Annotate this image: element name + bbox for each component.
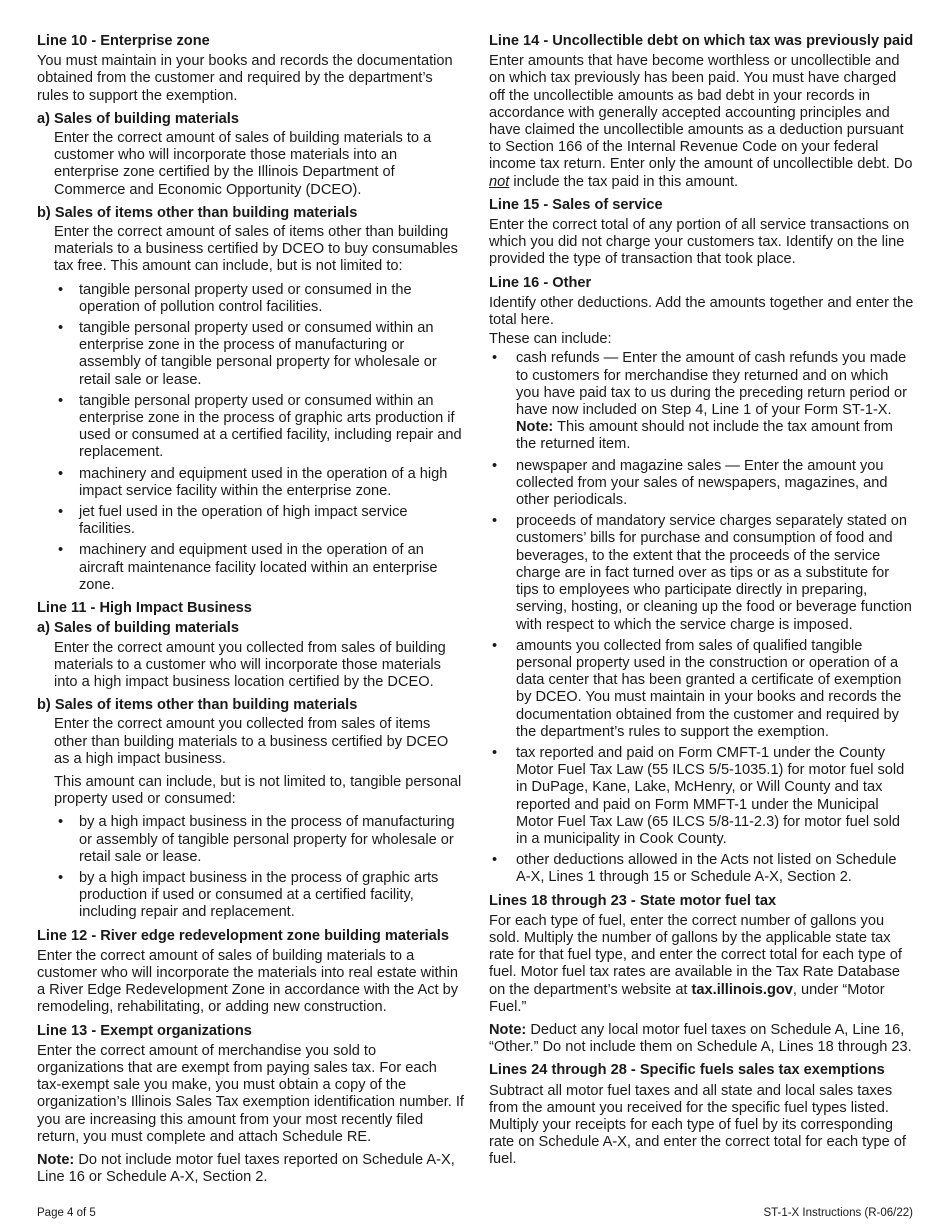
line-18-section: [489, 893, 914, 1057]
line-14-text: [489, 53, 914, 191]
line-12-heading: Line 12 - River edge redevelopment zone building materials: [37, 927, 449, 944]
line-11a-heading: a) Sales of building materials: [37, 620, 239, 637]
note-label: Note:: [37, 1151, 75, 1168]
note-text: Do not include motor fuel taxes reported on Schedule A-X, Line 16 or Schedule A-X, Section 2.: [37, 1151, 455, 1186]
line-11a-text: Enter the correct amount you collected from sales of building materials to a customer who will incorporate those materials into a high impact business location certified by the DCEO.: [54, 639, 446, 690]
line-18-text-part: , under “Motor Fuel.”: [489, 981, 885, 1015]
list-item: • jet fuel used in the operation of high impact service facilities.: [79, 504, 465, 538]
list-item: • tangible personal property used or consumed in the operation of pollution control facilities.: [79, 282, 465, 316]
line-11-heading: Line 11 - High Impact Business: [37, 600, 252, 617]
list-item: • by a high impact business in the process of manufacturing or assembly of tangible personal property for wholesale or retail sale or lease.: [79, 814, 465, 866]
line-15-section: [489, 197, 914, 269]
line-15-heading: Line 15 - Sales of service: [489, 196, 663, 213]
line-24-heading: Lines 24 through 28 - Specific fuels sales tax exemptions: [489, 1062, 885, 1079]
line-11b-text: Enter the correct amount you collected from sales of items other than building materials to a business certified by DCEO as a high impact business.: [54, 716, 449, 767]
line-10-heading: Line 10 - Enterprise zone: [37, 33, 210, 49]
list-item: • proceeds of mandatory service charges separately stated on customers’ bills for purchase and consumption of food and beverages, to the extent that the proceeds of the service charge are in fact turned over as tips or as a substitute for tips to employees who participate directly in preparing, serving, hosting, or cleaning up the food or beverage function with respect to which the service charge is imposed.: [516, 513, 914, 633]
note-label: Note:: [516, 419, 554, 436]
line-11b-list: [79, 814, 465, 921]
line-18-heading: Lines 18 through 23 - State motor fuel tax: [489, 892, 777, 909]
line-14-emphasis: not: [489, 173, 510, 190]
line-13-text: Enter the correct amount of merchandise you sold to organizations that are exempt from paying sales tax. For each tax-exempt sale you make, you must obtain a copy of the organization’s Illinois Sales Tax exemption identification number. If you are increasing this amount from your most recently filed return, you must complete and attach Schedule RE.: [37, 1042, 464, 1145]
footer-form-id: ST-1-X Instructions (R-06/22): [763, 1207, 913, 1219]
line-11b-text-2: This amount can include, but is not limited to, tangible personal property used or consumed:: [54, 773, 462, 808]
list-item: • tangible personal property used or consumed within an enterprise zone in the process of manufacturing or assembly of tangible personal property for wholesale or retail sale or lease.: [79, 320, 465, 389]
line-11b-heading: b) Sales of items other than building materials: [37, 697, 358, 714]
line-16-text-2: These can include:: [489, 331, 612, 348]
list-item-text: cash refunds — Enter the amount of cash refunds you made to customers for merchandise they returned and on which you have paid tax to us during the preceding return period or have now included on Step 4, Line 1 of your Form ST-1-X.: [516, 350, 908, 419]
line-10a-heading: a) Sales of building materials: [37, 110, 239, 127]
list-item: • tax reported and paid on Form CMFT-1 under the County Motor Fuel Tax Law (55 ILCS 5/5-1035.1) for motor fuel sold in DuPage, Kane, Lake, McHenry, or Will County and tax reported and paid on Form MMFT-1 under the Municipal Motor Fuel Tax Law (65 ILCS 5/8-11-2.3) for motor fuel sold in a municipality in Cook County.: [516, 745, 914, 848]
line-18-text: [489, 913, 914, 1016]
list-item: • machinery and equipment used in the operation of a high impact service facility within the enterprise zone.: [79, 466, 465, 500]
list-item: • by a high impact business in the process of graphic arts production if used or consumed at a certified facility, including repair and replacement.: [79, 870, 465, 922]
line-10b-list: [79, 282, 465, 594]
line-10a-text: Enter the correct amount of sales of building materials to a customer who will incorporate those materials into an enterprise zone certified by the Illinois Department of Commerce and Economic Opportunity (DCEO).: [54, 130, 432, 198]
line-10-intro: You must maintain in your books and records the documentation obtained from the customer and required by the department’s rules to support the exemption.: [37, 53, 453, 104]
list-item: • newspaper and magazine sales — Enter the amount you collected from your sales of newspapers, magazines, and other periodicals.: [516, 458, 914, 510]
line-14-text-part: include the tax paid in this amount.: [509, 173, 739, 190]
line-24-section: [489, 1062, 914, 1168]
line-16-text: Identify other deductions. Add the amounts together and enter the total here.: [489, 294, 914, 329]
line-18-note: [489, 1022, 914, 1056]
line-13-heading: Line 13 - Exempt organizations: [37, 1022, 252, 1039]
line-16-section: [489, 275, 914, 887]
website-link[interactable]: tax.illinois.gov: [691, 981, 793, 998]
line-14-text-part: Enter amounts that have become worthless or uncollectible and on which tax previously has been paid. You must have charged off the uncollectible amounts as bad debt in your records in accordance with generally accepted accounting principles and have claimed the uncollectible amounts as a deduction pursuant to Section 166 of the Internal Revenue Code on your federal income tax return. Enter only the amount of uncollectible debt. Do: [489, 53, 913, 173]
line-24-text: Subtract all motor fuel taxes and all state and local sales taxes from the amount you received for the specific fuel types listed. Multiply your receipts for each type of fuel by its corresponding rate on Schedule A-X, and enter the correct total for each type of fuel.: [489, 1082, 906, 1168]
line-13-note: [37, 1152, 465, 1186]
list-item: • amounts you collected from sales of qualified tangible personal property used in the construction or operation of a data center that has been granted a certificate of exemption by DCEO. You must maintain in your books and records the documentation obtained from the customer and required by the department’s rules to support the exemption.: [516, 638, 914, 741]
list-item: • other deductions allowed in the Acts not listed on Schedule A-X, Lines 1 through 15 or Schedule A-X, Section 2.: [516, 852, 914, 886]
list-item: • machinery and equipment used in the operation of an aircraft maintenance facility located within an enterprise zone.: [79, 542, 465, 594]
note-label: Note:: [489, 1021, 527, 1038]
line-10b-text: Enter the correct amount of sales of items other than building materials to a business certified by DCEO to buy consumables tax free. This amount can include, but is not limited to:: [54, 224, 458, 275]
right-column: [489, 33, 914, 1175]
line-14-section: [489, 33, 914, 191]
line-10-section: [37, 33, 465, 594]
line-18-text-part: For each type of fuel, enter the correct number of gallons you sold. Multiply the number of gallons by the applicable state tax rate for that fuel type, and enter the correct total for each type of fuel. Motor fuel tax rates are available in the Tax Rate Database on the department’s website at: [489, 912, 902, 998]
line-12-text: Enter the correct amount of sales of building materials to a customer who will incorporate the materials into real estate within a River Edge Redevelopment Zone in accordance with the Act by remodeling, rehabilitating, or adding new construction.: [37, 947, 459, 1016]
line-14-heading: Line 14 - Uncollectible debt on which tax was previously paid: [489, 33, 914, 49]
left-column: [37, 33, 465, 1192]
line-16-heading: Line 16 - Other: [489, 274, 592, 291]
list-item: • tangible personal property used or consumed within an enterprise zone in the process of graphic arts production if used or consumed at a certified facility, including repair and replacement.: [79, 393, 465, 462]
line-12-section: [37, 928, 465, 1017]
footer-page-number: Page 4 of 5: [37, 1207, 96, 1219]
list-item: [516, 350, 914, 453]
line-13-section: [37, 1023, 465, 1187]
line-10b-heading: b) Sales of items other than building materials: [37, 204, 358, 221]
note-text: This amount should not include the tax amount from the returned item.: [516, 419, 893, 453]
line-11-section: [37, 600, 465, 921]
note-text: Deduct any local motor fuel taxes on Schedule A, Line 16, “Other.” Do not include them on Schedule A, Lines 18 through 23.: [489, 1021, 912, 1056]
line-16-list: [516, 350, 914, 886]
line-15-text: Enter the correct total of any portion of all service transactions on which you did not charge your customers tax. Identify on the line provided the type of transaction that took place.: [489, 217, 910, 268]
